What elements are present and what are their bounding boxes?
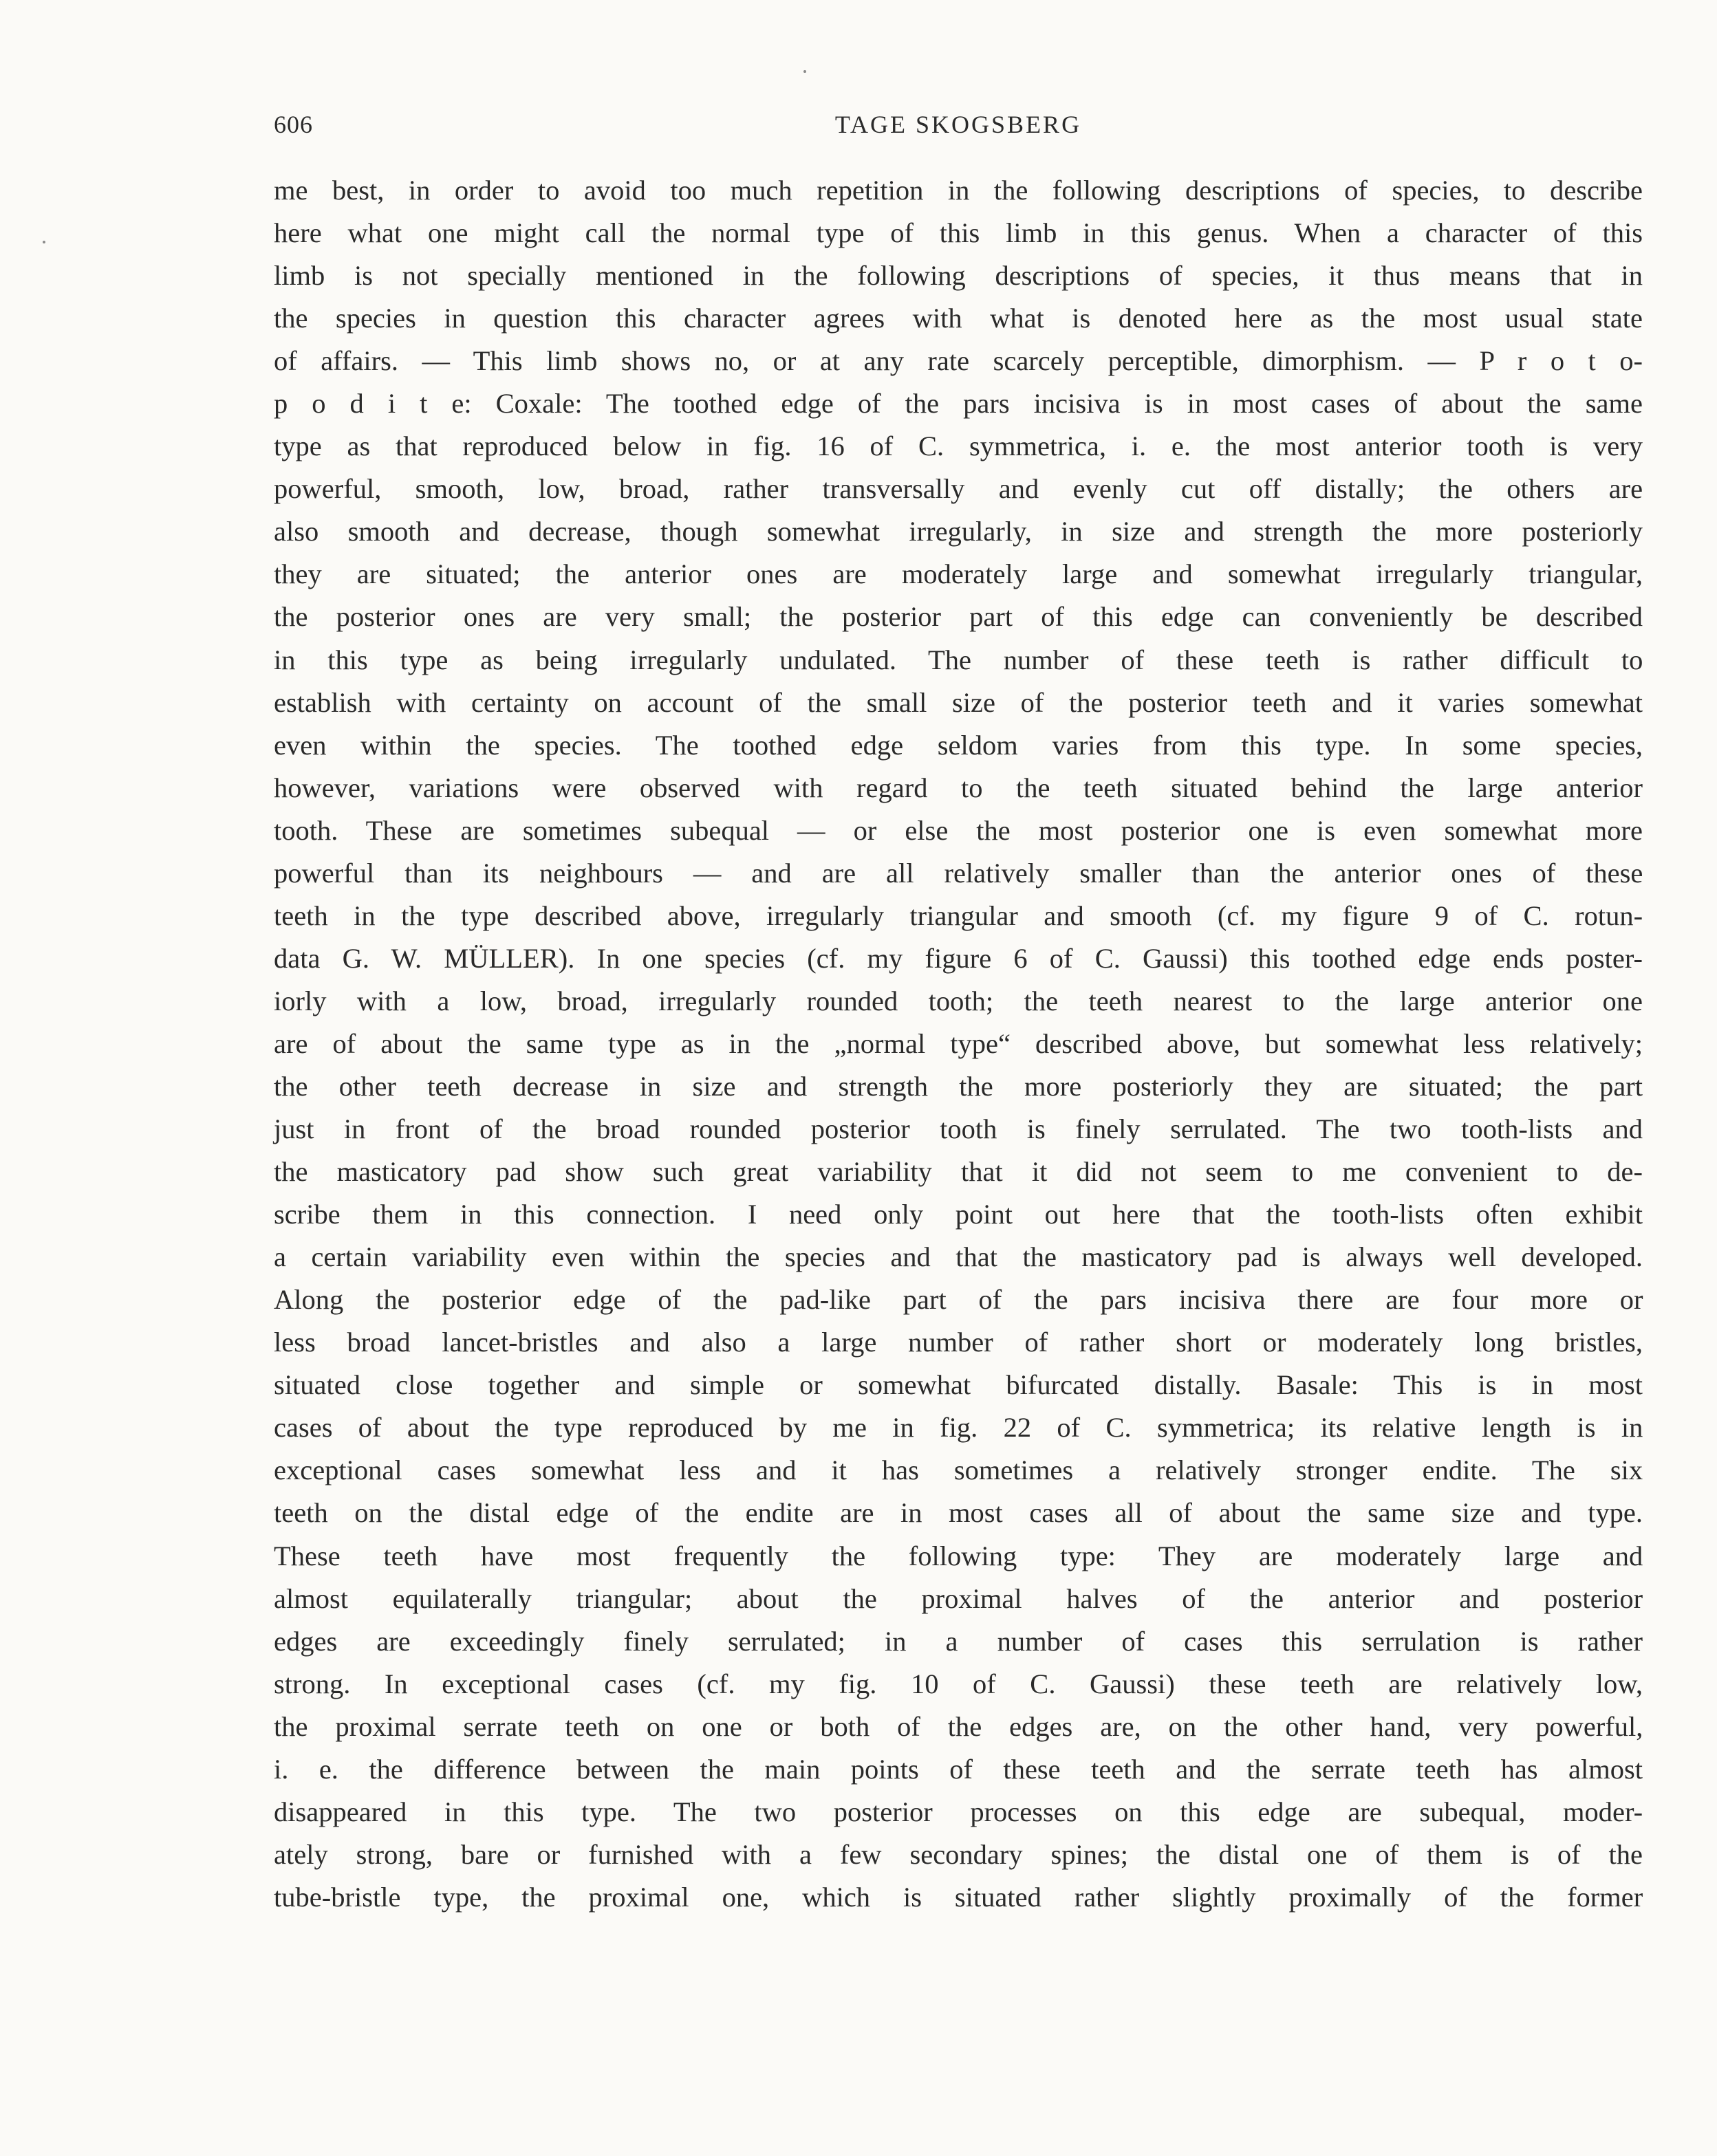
scan-speck [803,70,806,73]
text-line: tube-bristle type, the proximal one, which is situated rather slightly proximally of the former [274,1881,1643,1913]
text-line: they are situated; the anterior ones are moderately large and somewhat irregularly triangular, [274,558,1643,590]
text-line: here what one might call the normal type of this limb in this genus. When a character of this [274,217,1643,249]
running-head: TAGE SKOGSBERG [834,111,1082,138]
text-line: also smooth and decrease, though somewhat irregularly, in size and strength the more posteriorly [274,516,1643,547]
text-line: in this type as being irregularly undulated. The number of these teeth is rather difficult to [274,644,1643,675]
text-line: ately strong, bare or furnished with a few secondary spines; the distal one of them is of the [274,1838,1643,1870]
text-line: powerful, smooth, low, broad, rather transversally and evenly cut off distally; the others are [274,473,1643,505]
text-line: disappeared in this type. The two posterior processes on this edge are subequal, moder- [274,1796,1643,1827]
text-line: scribe them in this connection. I need only point out here that the tooth-lists often exhibit [274,1199,1643,1230]
text-line: edges are exceedingly finely serrulated; in a number of cases this serrulation is rather [274,1625,1643,1657]
text-line: cases of about the type reproduced by me in fig. 22 of C. symmetrica; its relative length is in [274,1412,1643,1444]
text-line: the proximal serrate teeth on one or both of the edges are, on the other hand, very powerful, [274,1710,1643,1742]
text-line: the species in question this character agrees with what is denoted here as the most usual state [274,303,1643,334]
text-line: the other teeth decrease in size and strength the more posteriorly they are situated; the part [274,1070,1643,1102]
text-line: just in front of the broad rounded posterior tooth is finely serrulated. The two tooth-lists and [274,1113,1643,1145]
text-line: however, variations were observed with regard to the teeth situated behind the large anterior [274,772,1643,803]
text-line: strong. In exceptional cases (cf. my fig. 10 of C. Gaussi) these teeth are relatively low, [274,1668,1643,1699]
text-line: type as that reproduced below in fig. 16 of C. symmetrica, i. e. the most anterior tooth is very [274,431,1643,462]
text-line: i. e. the difference between the main points of these teeth and the serrate teeth has almost [274,1753,1643,1785]
text-line: even within the species. The toothed edge seldom varies from this type. In some species, [274,729,1643,761]
body-text [274,169,1643,1919]
text-line: are of about the same type as in the „normal type“ described above, but somewhat less relatively; [274,1027,1643,1059]
text-line: p o d i t e: Coxale: The toothed edge of the pars incisiva is in most cases of about the same [274,388,1643,420]
text-line: powerful than its neighbours — and are all relatively smaller than the anterior ones of these [274,857,1643,889]
text-line: exceptional cases somewhat less and it has sometimes a relatively stronger endite. The six [274,1455,1643,1486]
text-line: data G. W. MÜLLER). In one species (cf. my figure 6 of C. Gaussi) this toothed edge ends poster- [274,942,1643,974]
page-header [274,110,1643,144]
text-line: less broad lancet-bristles and also a large number of rather short or moderately long bristles, [274,1327,1643,1358]
text-line: the posterior ones are very small; the posterior part of this edge can conveniently be described [274,601,1643,633]
scan-speck [43,241,45,243]
text-line: tooth. These are sometimes subequal — or else the most posterior one is even somewhat more [274,814,1643,846]
text-line: the masticatory pad show such great variability that it did not seem to me convenient to de- [274,1156,1643,1188]
text-line: iorly with a low, broad, irregularly rounded tooth; the teeth nearest to the large anterior one [274,985,1643,1016]
text-line: teeth in the type described above, irregularly triangular and smooth (cf. my figure 9 of C. rotun- [274,900,1643,931]
text-line: Along the posterior edge of the pad-like part of the pars incisiva there are four more or [274,1284,1643,1316]
text-line: situated close together and simple or somewhat bifurcated distally. Basale: This is in most [274,1369,1643,1401]
text-line: a certain variability even within the species and that the masticatory pad is always well developed. [274,1241,1643,1273]
text-line: establish with certainty on account of the small size of the posterior teeth and it varies somewhat [274,686,1643,718]
text-line: teeth on the distal edge of the endite are in most cases all of about the same size and type. [274,1497,1643,1529]
text-line: These teeth have most frequently the following type: They are moderately large and [274,1540,1643,1571]
text-line: of affairs. — This limb shows no, or at any rate scarcely perceptible, dimorphism. — P r o t o- [274,345,1643,377]
page-number: 606 [274,111,313,138]
text-line: almost equilaterally triangular; about the proximal halves of the anterior and posterior [274,1582,1643,1614]
text-line: limb is not specially mentioned in the following descriptions of species, it thus means that in [274,260,1643,292]
text-line: me best, in order to avoid too much repetition in the following descriptions of species, to describe [274,175,1643,206]
